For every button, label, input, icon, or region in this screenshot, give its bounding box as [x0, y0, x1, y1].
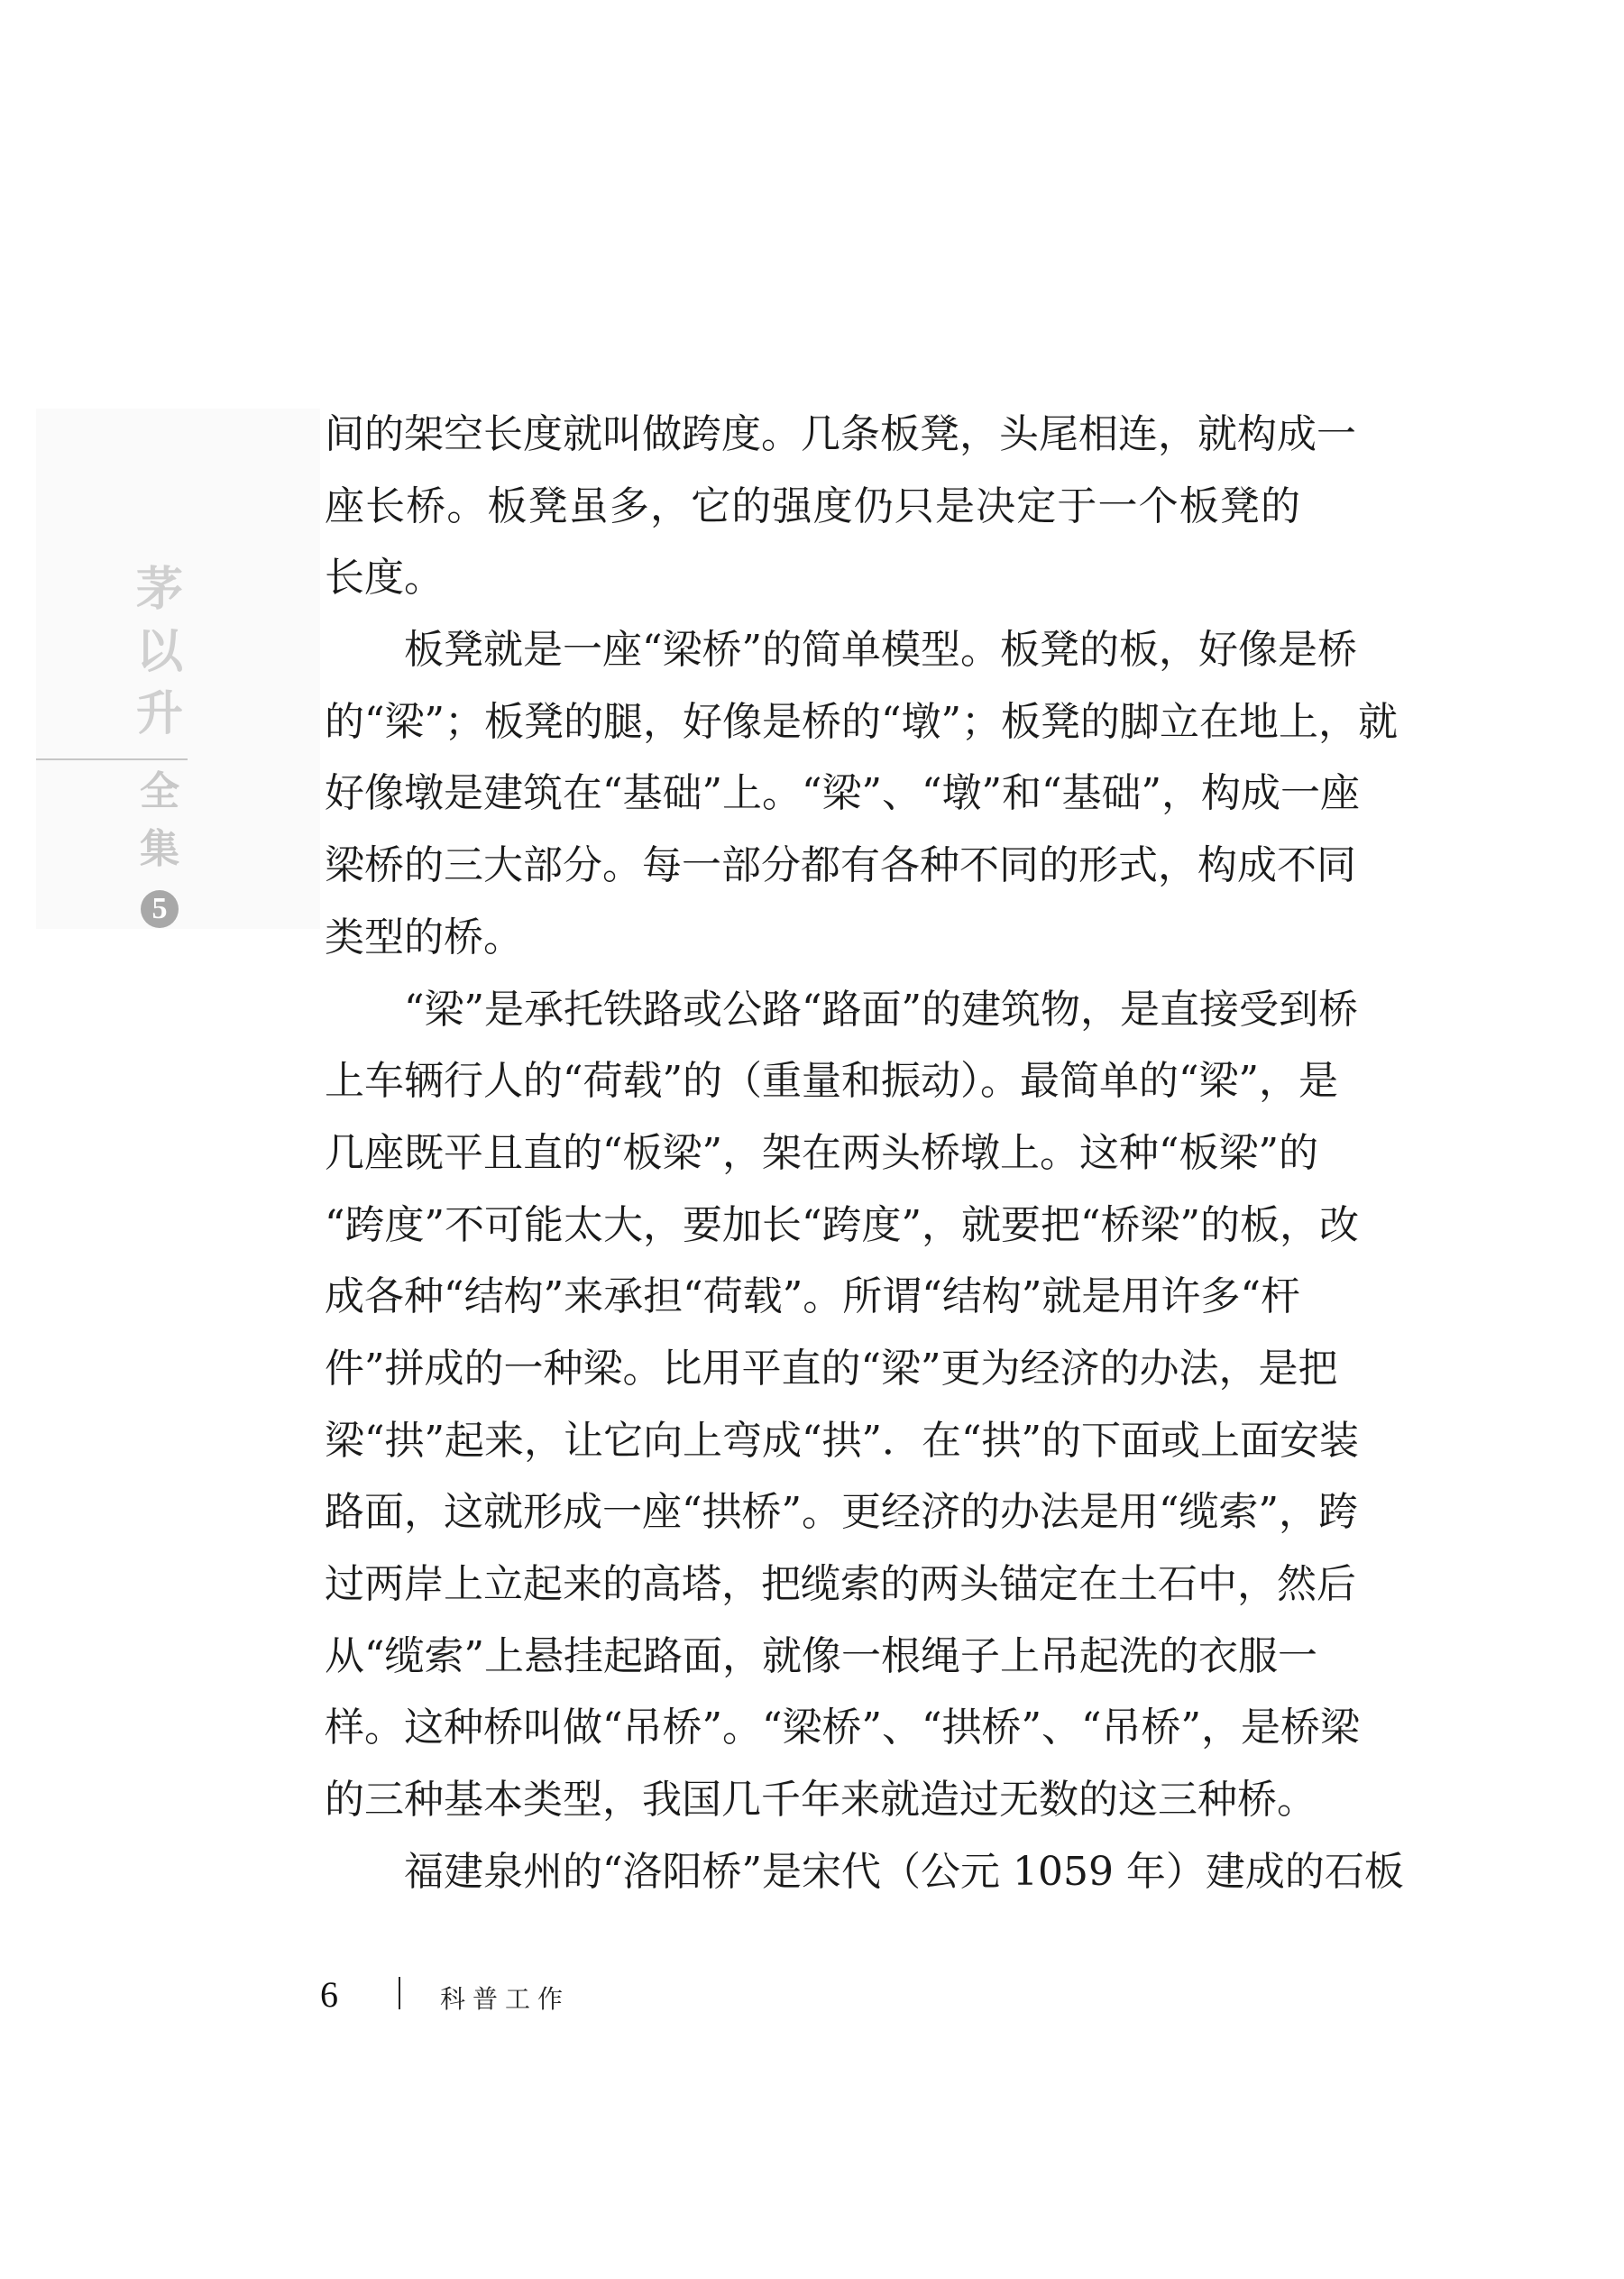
body-text [325, 408, 1404, 1916]
text-line: 长度。 [325, 555, 444, 602]
text-line: “跨度”不可能太大，要加长“跨度”，就要把“桥梁”的板，改 [325, 1201, 1359, 1248]
text-line: 成各种“结构”来承担“荷载”。所谓“结构”就是用许多“杆 [325, 1273, 1300, 1320]
volume-number-badge: 5 [141, 890, 179, 928]
collection-label [133, 763, 186, 878]
text-line: 件”拼成的一种梁。比用平直的“梁”更为经济的办法，是把 [325, 1345, 1338, 1392]
text-line: “梁”是承托铁路或公路“路面”的建筑物，是直接受到桥 [404, 986, 1358, 1033]
text-line: 板凳就是一座“梁桥”的简单模型。板凳的板，好像是桥 [404, 627, 1357, 674]
sidebar-divider [36, 758, 188, 760]
text-line: 的三种基本类型，我国几千年来就造过无数的这三种桥。 [325, 1777, 1317, 1824]
text-line: 的“梁”；板凳的腿，好像是桥的“墩”；板凳的脚立在地上，就 [325, 698, 1398, 745]
text-line: 路面，这就形成一座“拱桥”。更经济的办法是用“缆索”，跨 [325, 1489, 1358, 1536]
footer-divider [399, 1977, 400, 2009]
paragraph [325, 623, 1398, 982]
text-line: 间的架空长度就叫做跨度。几条板凳，头尾相连，就构成一 [325, 411, 1356, 457]
text-line: 几座既平且直的“板梁”，架在两头桥墩上。这种“板梁”的 [325, 1129, 1318, 1176]
page-number: 6 [320, 1974, 338, 2015]
text-line: 座长桥。板凳虽多，它的强度仍只是决定于一个板凳的 [325, 482, 1300, 529]
text-line: 福建泉州的“洛阳桥”是宋代（公元 1059 年）建成的石板 [404, 1848, 1404, 1895]
text-line: 好像墩是建筑在“基础”上。“梁”、“墩”和“基础”，构成一座 [325, 770, 1360, 817]
series-title-char: 茅 [135, 563, 183, 617]
text-line: 类型的桥。 [325, 914, 523, 960]
collection-label-char: 集 [140, 826, 179, 872]
text-line: 上车辆行人的“荷载”的（重量和振动）。最简单的“梁”，是 [325, 1058, 1338, 1105]
paragraph [325, 408, 1356, 623]
text-line: 梁桥的三大部分。每一部分都有各种不同的形式，构成不同 [325, 842, 1356, 889]
paragraph [325, 1845, 1404, 1917]
text-line: 从“缆索”上悬挂起路面，就像一根绳子上吊起洗的衣服一 [325, 1632, 1317, 1679]
text-line: 样。这种桥叫做“吊桥”。“梁桥”、“拱桥”、“吊桥”，是桥梁 [325, 1705, 1360, 1751]
text-line: 梁“拱”起来，让它向上弯成“拱”．在“拱”的下面或上面安装 [325, 1417, 1359, 1464]
running-section-title: 科普工作 [440, 1984, 571, 2014]
paragraph [325, 983, 1360, 1845]
series-title [133, 559, 186, 746]
series-title-char: 以 [135, 625, 183, 679]
text-line: 过两岸上立起来的高塔，把缆索的两头锚定在土石中，然后 [325, 1561, 1356, 1607]
series-title-char: 升 [135, 687, 183, 741]
collection-label-char: 全 [140, 768, 179, 814]
